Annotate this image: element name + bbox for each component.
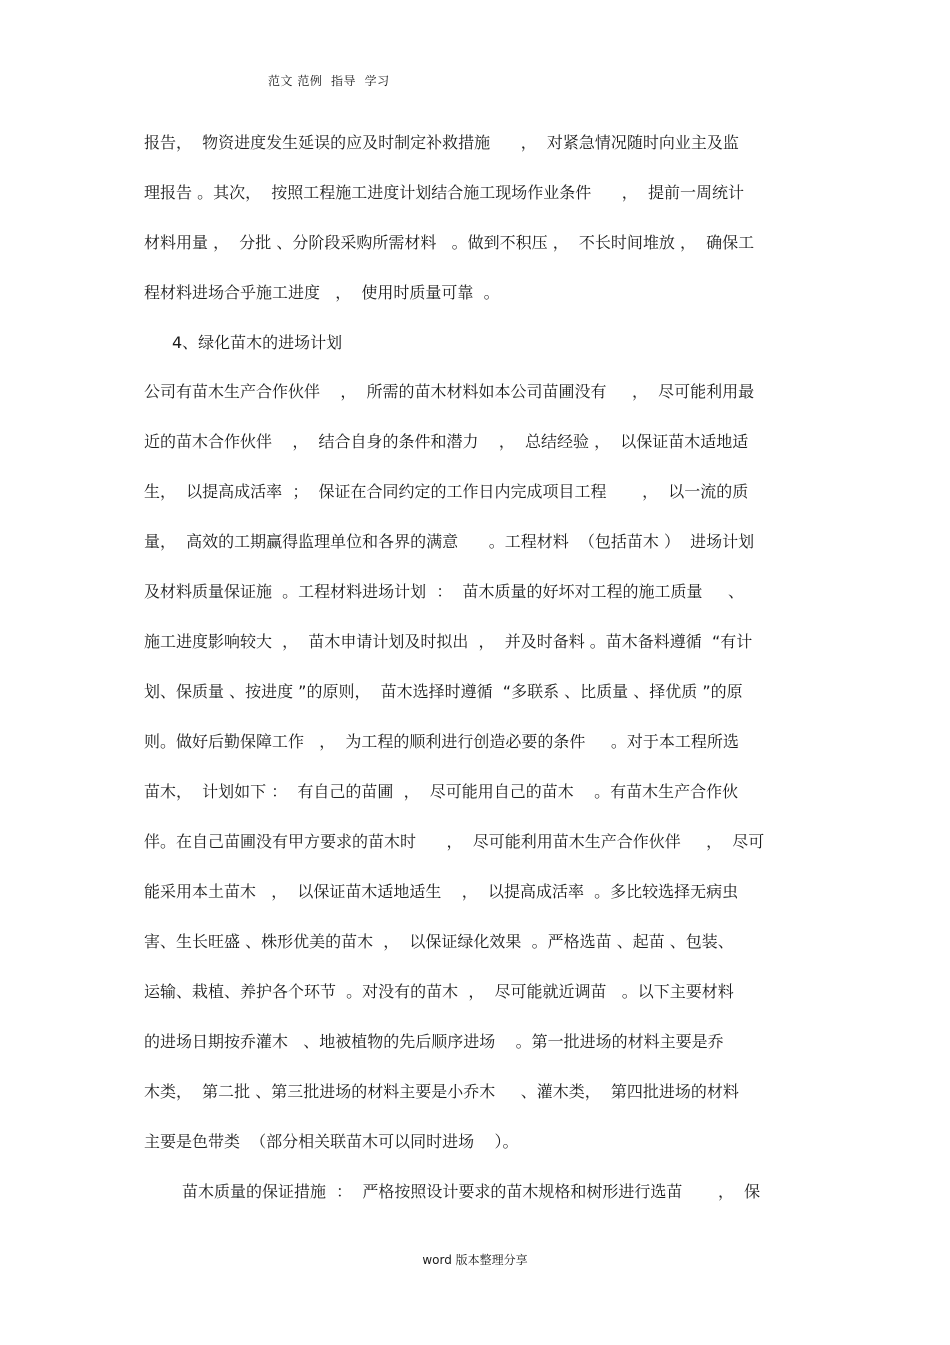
- body-line: 理报告 。其次， 按照工程施工进度计划结合施工现场作业条件 ， 提前一周统计: [144, 183, 744, 202]
- body-line: 材料用量 ， 分批 、分阶段采购所需材料 。做到不积压 ， 不长时间堆放 ， 确保工: [144, 233, 755, 252]
- page-footer: word 版本整理分享: [422, 1253, 528, 1267]
- body-line: 及材料质量保证施 。工程材料进场计划 ： 苗木质量的好坏对工程的施工质量 、: [144, 582, 744, 601]
- body-line: 苗木， 计划如下 ： 有自己的苗圃 ， 尽可能用自己的苗木 。有苗木生产合作伙: [144, 782, 739, 801]
- body-line: 量， 高效的工期赢得监理单位和各界的满意 。工程材料 （包括苗木 ） 进场计划: [144, 532, 755, 551]
- body-line: 的进场日期按乔灌木 、地被植物的先后顺序进场 。第一批进场的材料主要是乔: [144, 1032, 724, 1051]
- body-line: 主要是色带类 （部分相关联苗木可以同时进场 ）。: [144, 1132, 519, 1151]
- body-line: 苗木质量的保证措施 ： 严格按照设计要求的苗木规格和树形进行选苗 ， 保: [182, 1182, 761, 1201]
- body-line: 划、保质量 、按进度 ”的原则， 苗木选择时遵循 “多联系 、比质量 、择优质 ”的原: [144, 682, 743, 701]
- page-header: 范文 范例 指导 学习: [268, 74, 390, 88]
- body-line: 运输、栽植、养护各个环节 。对没有的苗木 ， 尽可能就近调苗 。以下主要材料: [144, 982, 734, 1001]
- body-line: 害、生长旺盛 、株形优美的苗木 ， 以保证绿化效果 。严格选苗 、起苗 、包装、: [144, 932, 734, 951]
- body-line: 生， 以提高成活率 ； 保证在合同约定的工作日内完成项目工程 ， 以一流的质: [144, 482, 749, 501]
- body-line: 近的苗木合作伙伴 ， 结合自身的条件和潜力 ， 总结经验 ， 以保证苗木适地适: [144, 432, 749, 451]
- body-line: 施工进度影响较大 ， 苗木申请计划及时拟出 ， 并及时备料 。苗木备料遵循 “有计: [144, 632, 753, 651]
- body-line: 报告， 物资进度发生延误的应及时制定补救措施 ， 对紧急情况随时向业主及监: [144, 133, 739, 152]
- body-line: 木类， 第二批 、第三批进场的材料主要是小乔木 、灌木类， 第四批进场的材料: [144, 1082, 739, 1101]
- body-line: 能采用本土苗木 ， 以保证苗木适地适生 ， 以提高成活率 。多比较选择无病虫: [144, 882, 739, 901]
- section-heading: 4、绿化苗木的进场计划: [172, 333, 343, 352]
- body-line: 则。做好后勤保障工作 ， 为工程的顺利进行创造必要的条件 。对于本工程所选: [144, 732, 739, 751]
- body-line: 公司有苗木生产合作伙伴 ， 所需的苗木材料如本公司苗圃没有 ， 尽可能利用最: [144, 382, 755, 401]
- body-line: 伴。在自己苗圃没有甲方要求的苗木时 ， 尽可能利用苗木生产合作伙伴 ， 尽可: [144, 832, 765, 851]
- body-line: 程材料进场合乎施工进度 ， 使用时质量可靠 。: [144, 283, 500, 302]
